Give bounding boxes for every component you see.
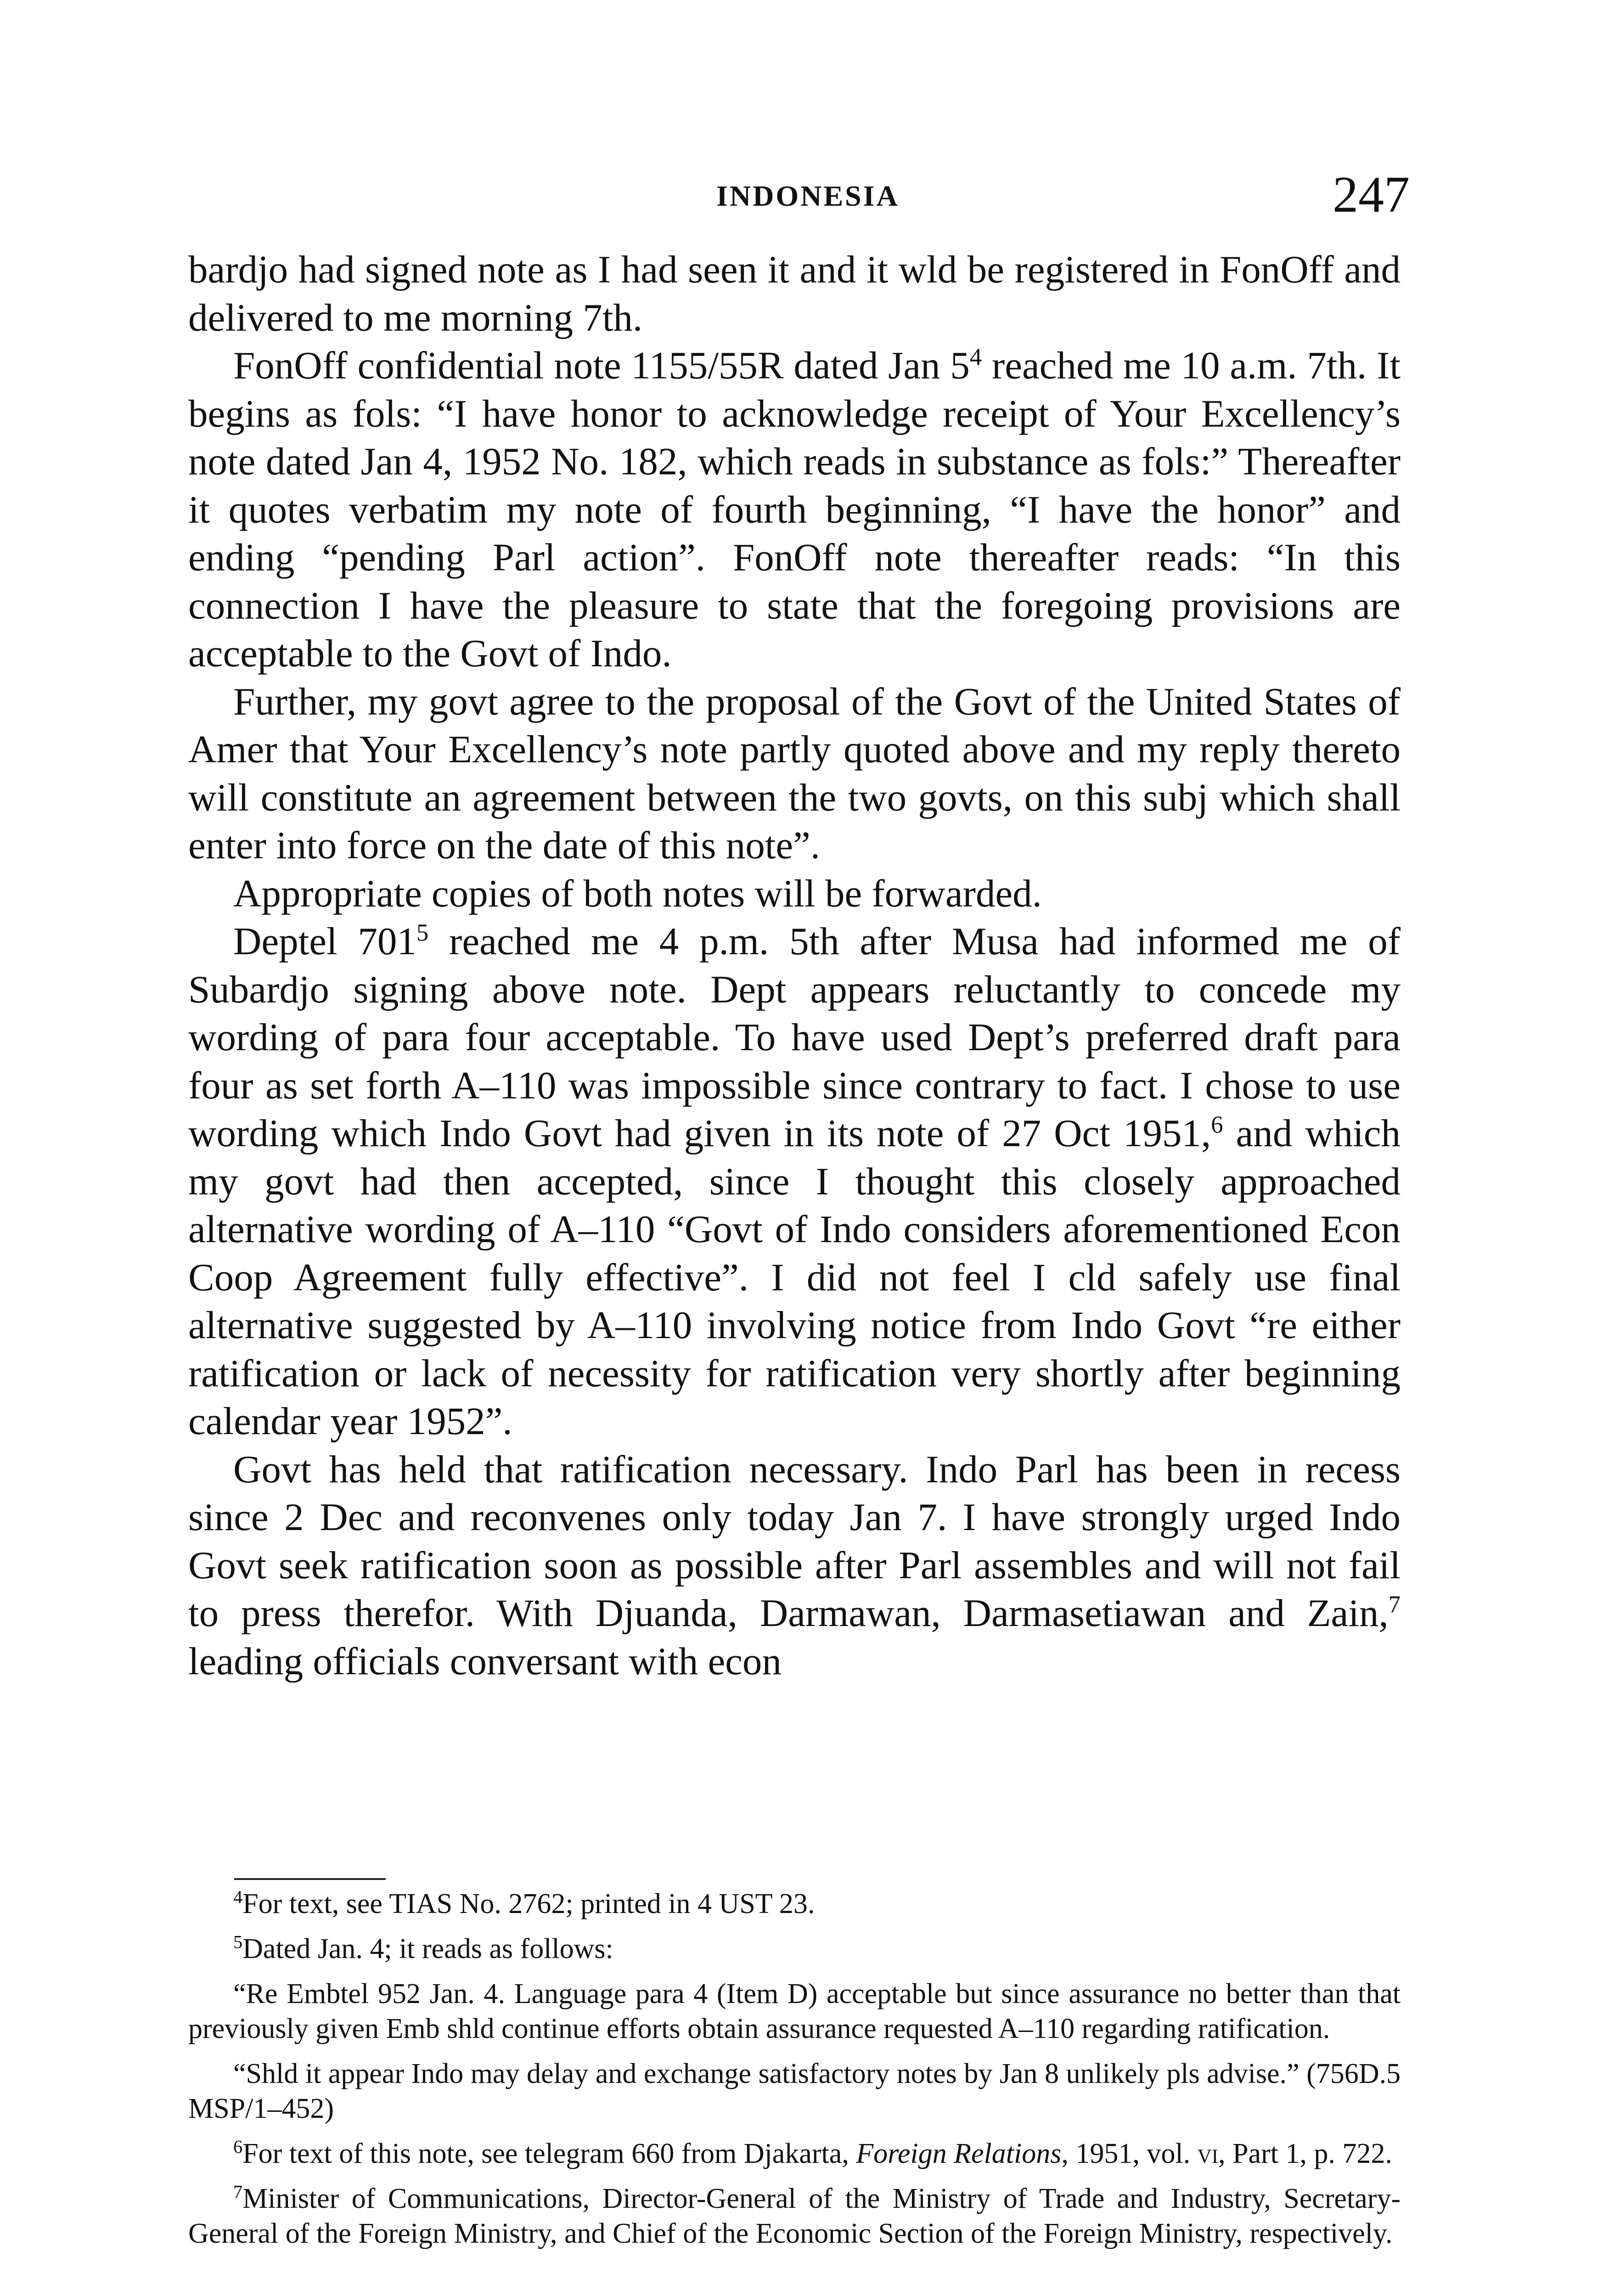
paragraph-text: Appropriate copies of both notes will be forwarded. (233, 872, 1042, 915)
paragraph-continuation (188, 246, 1401, 342)
paragraph-text: reached me 10 a.m. 7th. It begins as fols: “I have honor to acknowledge receipt of Your Excellency’s note dated Jan 4, 1952 No. 182, which reads in substance as fols:” Thereafter it quotes verbatim my note of fourth beginning, “I have the honor” and ending “pending Parl action”. FonOff note thereafter reads: “In this connection I have the pleasure to state that the foregoing provisions are acceptable to the Govt of Indo. (188, 344, 1401, 675)
paragraph-deptel (188, 917, 1401, 1446)
footnotes (188, 1886, 1401, 2251)
footnote-ref-4: 4 (969, 343, 982, 371)
paragraph-fonoff-note (188, 342, 1401, 678)
paragraph-further (188, 678, 1401, 870)
footnote-5-quote (188, 2056, 1401, 2126)
footnote-ref-5: 5 (416, 919, 429, 946)
footnote-volume: vi (1197, 2138, 1218, 2169)
footnote-text: , Part 1, p. 722. (1218, 2138, 1392, 2169)
footnote-text: Minister of Communications, Director-General of the Ministry of Trade and Industry, Secretary-General of the Foreign Ministry, and Chief of the Economic Section of the Foreign Ministry, respectively. (188, 2183, 1401, 2249)
footnote-text: , 1951, vol. (1061, 2138, 1198, 2169)
page-number: 247 (1333, 166, 1410, 223)
footnote-4 (188, 1886, 1401, 1921)
footnote-text: For text, see TIAS No. 2762; printed in 4 UST 23. (242, 1888, 815, 1919)
paragraph-text: and which my govt had then accepted, since I thought this closely approached alternative wording of A–110 “Govt of Indo considers aforementioned Econ Coop Agreement fully effective”. I did not feel I cld safely use final alternative suggested by A–110 involving notice from Indo Govt “re either ratification or lack of necessity for ratification very shortly after beginning calendar year 1952”. (188, 1112, 1401, 1443)
footnote-7 (188, 2181, 1401, 2251)
footnote-5-quote (188, 1976, 1401, 2046)
paragraph-text: bardjo had signed note as I had seen it and it wld be registered in FonOff and delivered to me morning 7th. (188, 248, 1401, 339)
paragraph-text: FonOff confidential note 1155/55R dated Jan 5 (233, 344, 970, 387)
footnote-text: For text of this note, see telegram 660 from Djakarta, (242, 2138, 856, 2169)
footnote-6 (188, 2136, 1401, 2171)
footnote-divider (234, 1878, 386, 1880)
paragraph-text: Govt has held that ratification necessary. Indo Parl has been in recess since 2 Dec and reconvenes only today Jan 7. I have strongly urged Indo Govt seek ratification soon as possible after Parl assembles and will not fail to press therefor. With Djuanda, Darmawan, Darmasetiawan and Zain, (188, 1447, 1401, 1635)
footnote-text: “Re Embtel 952 Jan. 4. Language para 4 (Item D) acceptable but since assurance no better than that previously given Emb shld continue efforts obtain assurance requested A–110 regarding ratification. (188, 1978, 1401, 2044)
running-header (0, 165, 1598, 223)
footnote-number: 7 (233, 2181, 243, 2202)
footnote-ref-7: 7 (1388, 1591, 1401, 1618)
footnote-number: 5 (233, 1931, 243, 1953)
running-title: INDONESIA (716, 180, 900, 212)
footnote-text: “Shld it appear Indo may delay and exchange satisfactory notes by Jan 8 unlikely pls advise.” (756D.5 MSP/1–452) (188, 2058, 1401, 2124)
paragraph-text: Deptel 701 (233, 920, 416, 963)
paragraph-ratification (188, 1446, 1401, 1686)
footnote-5 (188, 1931, 1401, 1966)
footnote-number: 4 (233, 1886, 243, 1908)
paragraph-text: reached me 4 p.m. 5th after Musa had informed me of Subardjo signing above note. Dept appears reluctantly to concede my wording of para four acceptable. To have used Dept’s preferred draft para four as set forth A–110 was impossible since contrary to fact. I chose to use wording which Indo Govt had given in its note of 27 Oct 1951, (188, 920, 1401, 1155)
paragraph-text: Further, my govt agree to the proposal of the Govt of the United States of Amer that Your Excellency’s note partly quoted above and my reply thereto will constitute an agreement between the two govts, on this subj which shall enter into force on the date of this note”. (188, 680, 1401, 867)
main-text (188, 246, 1401, 1685)
footnote-ref-6: 6 (1211, 1111, 1223, 1138)
footnote-italic-title: Foreign Relations (856, 2138, 1062, 2169)
footnote-text: Dated Jan. 4; it reads as follows: (242, 1933, 613, 1964)
footnote-number: 6 (233, 2136, 243, 2157)
paragraph-copies (188, 870, 1401, 918)
paragraph-text: leading officials conversant with econ (188, 1639, 782, 1683)
